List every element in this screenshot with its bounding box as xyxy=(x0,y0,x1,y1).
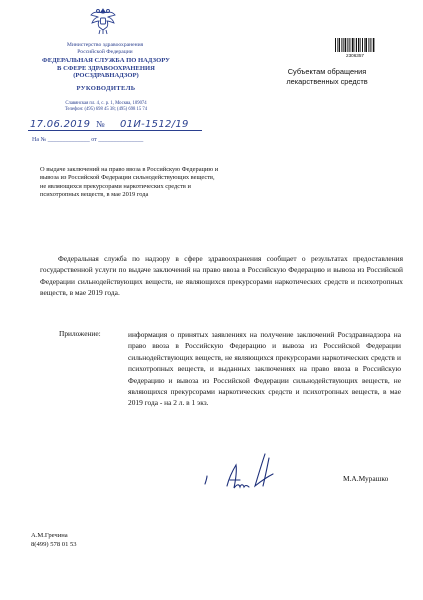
recipient-block xyxy=(262,67,392,87)
ministry-name xyxy=(55,42,155,55)
agency-line: (РОСЗДРАВНАДЗОР) xyxy=(73,72,139,80)
ministry-line: Министерство здравоохранения xyxy=(66,42,144,48)
handwritten-signature-icon xyxy=(203,448,303,498)
signer-name: М.А.Мурашко xyxy=(343,474,389,483)
registration-line xyxy=(28,119,202,131)
emblem-icon xyxy=(89,6,117,36)
executor-name: А.М.Гречина xyxy=(31,532,68,539)
barcode xyxy=(335,38,375,52)
agency-address xyxy=(40,101,172,113)
address-line: Телефон: (495) 698 45 38; (495) 698 15 74 xyxy=(64,107,148,112)
appendix-text: информация о принятых заявлениях на получение заключений Росздравнадзора на право ввоза в Российскую Федерацию и вывоза из Российской Федерации сильнодействующих веществ, не являющихся прекурсорами наркотических средств и психотропных веществ, и выданных заключениях на право ввоза в Российскую Федерацию и вывоза из Российской Федерации сильнодействующих веществ, не являющихся прекурсорами наркотических средств и психотропных веществ, в мае 2019 года - на 2 л. в 1 экз. xyxy=(128,330,401,408)
head-title: РУКОВОДИТЕЛЬ xyxy=(76,85,136,92)
registration-number: 01И-1512/19 xyxy=(120,119,189,130)
executor-block xyxy=(31,531,77,549)
barcode-number: 2306357 xyxy=(346,53,364,58)
registration-number-sign: № xyxy=(96,119,105,129)
letter-subject: О выдаче заключений на право ввоза в Российскую Федерацию и вывоза из Российской Федерации сильнодействующих веществ, не являющихся прекурсорами наркотических средств и психотропных веществ, в мае 2019 года xyxy=(40,166,219,199)
appendix-label: Приложение: xyxy=(59,329,101,338)
address-line: Славянская пл. 4, с. р. 1, Москва, 109074 xyxy=(65,101,147,106)
executor-phone: 8(499) 578 01 53 xyxy=(31,541,77,548)
agency-name xyxy=(38,57,174,80)
reference-line: На № ______________ от _______________ xyxy=(32,137,144,143)
agency-line: ФЕДЕРАЛЬНАЯ СЛУЖБА ПО НАДЗОРУ xyxy=(42,57,170,64)
recipient-line: лекарственных средств xyxy=(286,77,368,86)
registration-underline xyxy=(28,130,202,131)
registration-date: 17.06.2019 xyxy=(30,119,91,130)
agency-line: В СФЕРЕ ЗДРАВООХРАНЕНИЯ xyxy=(57,64,155,72)
recipient-line: Субъектам обращения xyxy=(287,67,367,76)
ministry-line: Российской Федерации xyxy=(77,48,133,55)
letter-body: Федеральная служба по надзору в сфере здравоохранения сообщает о результатах предоставления государственной услуги по выдаче заключений на право ввоза в Российскую Федерацию и вывоза из Российской Федерации сильнодействующих веществ, не являющихся прекурсорами наркотических средств и психотропных веществ, в мае 2019 года. xyxy=(40,254,403,298)
